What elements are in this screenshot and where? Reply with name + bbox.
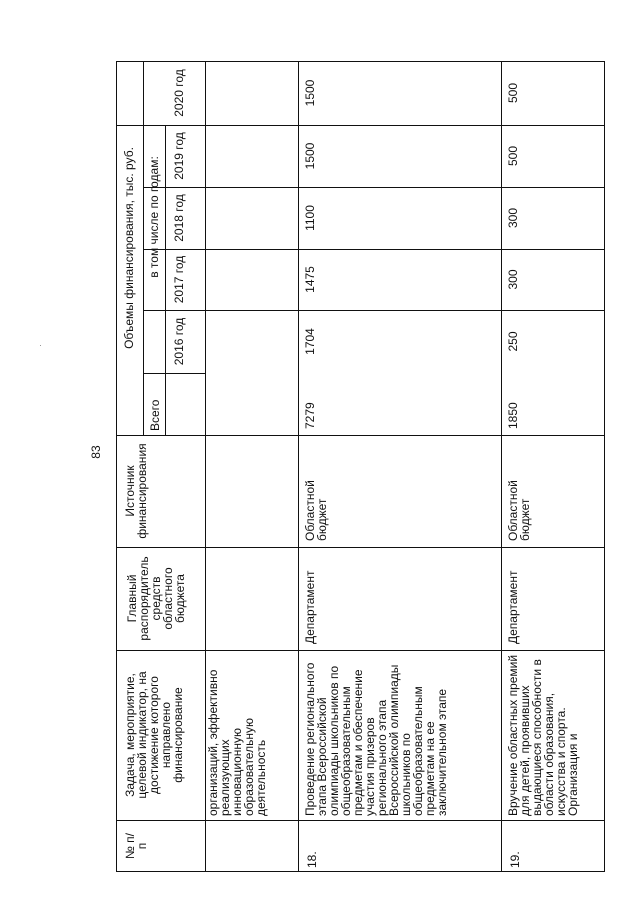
row-19-total: 1850 [506, 402, 520, 429]
row-18-admin: Департамент [303, 570, 317, 644]
row-19-task: Вручение областных премий для детей, проявивших выдающиеся способности в области образования, искусства и спорта. Организация и [506, 651, 580, 816]
row-18-num: 18. [305, 851, 319, 868]
header-num: № п/п [123, 832, 149, 860]
header-volumes: Объемы финансирования, тыс. руб. [122, 147, 136, 349]
row-19-2017: 300 [506, 269, 520, 290]
header-total: Всего [148, 399, 162, 431]
row-0-task: организаций, эффективно реализующих инновационную образовательную деятельность [206, 666, 268, 816]
row-18-2016: 1704 [303, 328, 317, 355]
header-task: Задача, мероприятие, целевой индикатор, на достижение которого направлено финансирование [123, 668, 185, 799]
row-18-2019: 1500 [303, 142, 317, 170]
header-by-years: в том числе по годам: [147, 156, 161, 278]
header-admin: Главный распорядитель средств областного бюджета [125, 553, 187, 641]
row-19-source: Областной бюджет [506, 476, 532, 541]
header-source: Источник финансирования [123, 443, 149, 539]
row-19-2016: 250 [506, 331, 520, 352]
header-year-2016: 2016 год [172, 317, 186, 366]
header-year-2018: 2018 год [172, 194, 186, 242]
row-18-2017: 1475 [303, 266, 317, 293]
row-18-task: Проведение регионального этапа Всероссийской олимпиады школьников по общеобразовательным предметам и обеспечение участия призеров регионального этапа Всероссийской олимпиады школьников по общеобразовательным предметам на ее заключительном этапе [303, 659, 449, 816]
header-year-2020: 2020 год [172, 69, 186, 117]
row-19-2018: 300 [506, 207, 520, 229]
row-18-total: 7279 [303, 402, 317, 429]
row-19-num: 19. [508, 851, 522, 868]
header-year-2019: 2019 год [172, 132, 186, 180]
row-19-2019: 500 [506, 145, 520, 167]
header-year-2017: 2017 год [172, 255, 186, 304]
row-18-2018: 1100 [303, 205, 317, 231]
row-18-2020: 1500 [303, 79, 317, 107]
row-19-2020: 500 [506, 82, 520, 104]
row-18-source: Областной бюджет [303, 476, 329, 541]
scan-speck [40, 345, 41, 346]
page-number: 83 [89, 445, 103, 459]
row-19-admin: Департамент [506, 570, 520, 644]
